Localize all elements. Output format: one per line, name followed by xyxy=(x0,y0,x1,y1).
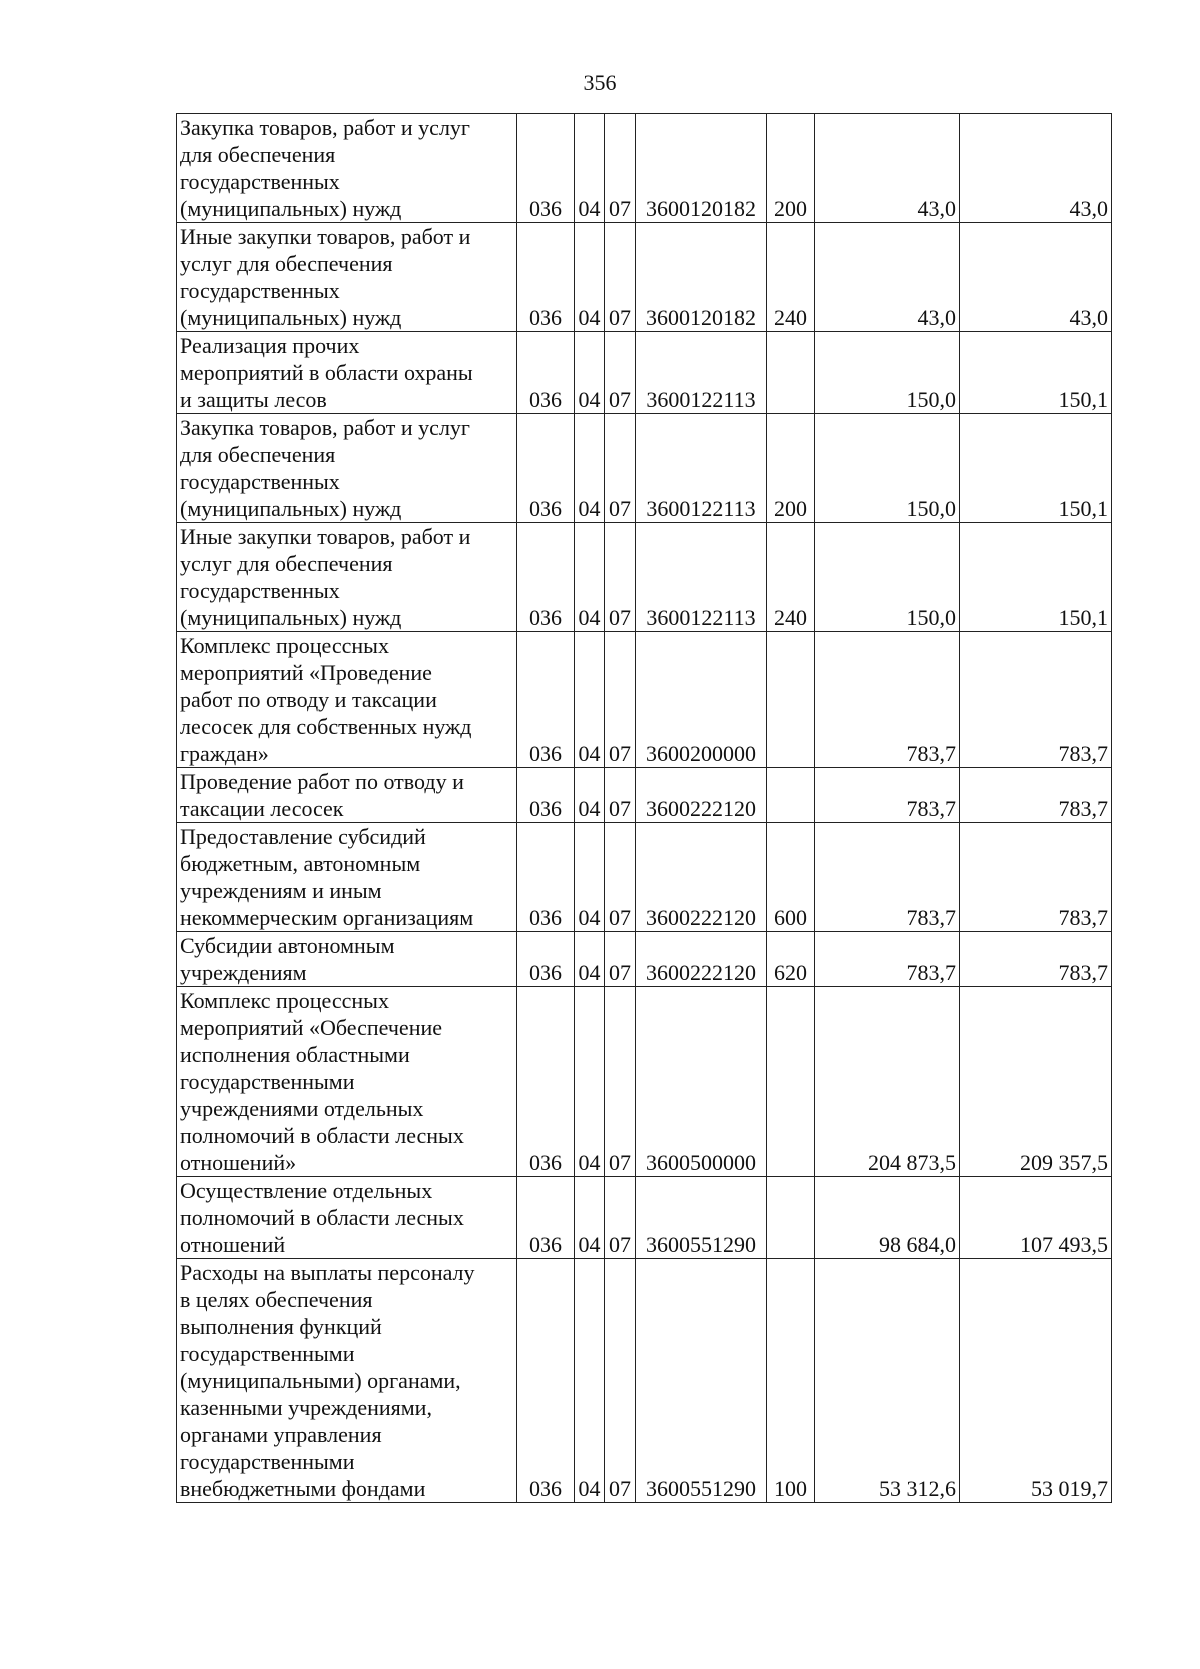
subsection-code: 07 xyxy=(605,823,636,932)
ministry-code: 036 xyxy=(517,414,575,523)
amount-year-2: 783,7 xyxy=(960,768,1112,823)
subsection-code: 07 xyxy=(605,1259,636,1503)
amount-year-2: 53 019,7 xyxy=(960,1259,1112,1503)
row-name: Проведение работ по отводу и таксации лесосек xyxy=(177,768,517,823)
section-code: 04 xyxy=(575,223,605,332)
amount-year-1: 783,7 xyxy=(815,932,960,987)
section-code: 04 xyxy=(575,114,605,223)
amount-year-1: 150,0 xyxy=(815,523,960,632)
row-name: Закупка товаров, работ и услуг для обеспечения государственных (муниципальных) нужд xyxy=(177,114,517,223)
target-article-code: 3600500000 xyxy=(636,987,767,1177)
row-name: Иные закупки товаров, работ и услуг для обеспечения государственных (муниципальных) нужд xyxy=(177,523,517,632)
target-article-code: 3600222120 xyxy=(636,932,767,987)
subsection-code: 07 xyxy=(605,768,636,823)
row-name: Закупка товаров, работ и услуг для обеспечения государственных (муниципальных) нужд xyxy=(177,414,517,523)
amount-year-1: 53 312,6 xyxy=(815,1259,960,1503)
amount-year-1: 204 873,5 xyxy=(815,987,960,1177)
expense-type-code: 240 xyxy=(767,523,815,632)
target-article-code: 3600551290 xyxy=(636,1259,767,1503)
table-row xyxy=(177,332,1112,414)
table-row xyxy=(177,414,1112,523)
ministry-code: 036 xyxy=(517,223,575,332)
amount-year-2: 43,0 xyxy=(960,114,1112,223)
amount-year-2: 107 493,5 xyxy=(960,1177,1112,1259)
amount-year-2: 150,1 xyxy=(960,414,1112,523)
subsection-code: 07 xyxy=(605,523,636,632)
expense-type-code xyxy=(767,768,815,823)
target-article-code: 3600200000 xyxy=(636,632,767,768)
subsection-code: 07 xyxy=(605,223,636,332)
ministry-code: 036 xyxy=(517,768,575,823)
row-name: Расходы на выплаты персоналу в целях обеспечения выполнения функций государственными (муниципальными) органами, казенными учреждениями, органами управления государственными внебюджетными фондами xyxy=(177,1259,517,1503)
table-row xyxy=(177,768,1112,823)
ministry-code: 036 xyxy=(517,1177,575,1259)
amount-year-2: 209 357,5 xyxy=(960,987,1112,1177)
amount-year-2: 43,0 xyxy=(960,223,1112,332)
row-name: Предоставление субсидий бюджетным, автономным учреждениям и иным некоммерческим организациям xyxy=(177,823,517,932)
section-code: 04 xyxy=(575,414,605,523)
table-row xyxy=(177,523,1112,632)
expense-type-code xyxy=(767,1177,815,1259)
section-code: 04 xyxy=(575,932,605,987)
expense-type-code: 200 xyxy=(767,414,815,523)
subsection-code: 07 xyxy=(605,632,636,768)
subsection-code: 07 xyxy=(605,414,636,523)
row-name: Реализация прочих мероприятий в области охраны и защиты лесов xyxy=(177,332,517,414)
table-row xyxy=(177,987,1112,1177)
subsection-code: 07 xyxy=(605,332,636,414)
section-code: 04 xyxy=(575,1259,605,1503)
expense-type-code: 240 xyxy=(767,223,815,332)
subsection-code: 07 xyxy=(605,114,636,223)
row-name: Осуществление отдельных полномочий в области лесных отношений xyxy=(177,1177,517,1259)
target-article-code: 3600222120 xyxy=(636,768,767,823)
amount-year-1: 98 684,0 xyxy=(815,1177,960,1259)
subsection-code: 07 xyxy=(605,1177,636,1259)
amount-year-2: 783,7 xyxy=(960,932,1112,987)
table-row xyxy=(177,1259,1112,1503)
table-row xyxy=(177,1177,1112,1259)
target-article-code: 3600122113 xyxy=(636,414,767,523)
ministry-code: 036 xyxy=(517,114,575,223)
target-article-code: 3600122113 xyxy=(636,332,767,414)
page-number: 356 xyxy=(583,70,617,95)
expense-type-code: 600 xyxy=(767,823,815,932)
section-code: 04 xyxy=(575,768,605,823)
ministry-code: 036 xyxy=(517,332,575,414)
amount-year-2: 783,7 xyxy=(960,823,1112,932)
table-row xyxy=(177,823,1112,932)
amount-year-2: 150,1 xyxy=(960,523,1112,632)
amount-year-1: 783,7 xyxy=(815,632,960,768)
ministry-code: 036 xyxy=(517,823,575,932)
expense-type-code xyxy=(767,632,815,768)
amount-year-1: 783,7 xyxy=(815,768,960,823)
table-row xyxy=(177,223,1112,332)
ministry-code: 036 xyxy=(517,932,575,987)
amount-year-1: 783,7 xyxy=(815,823,960,932)
section-code: 04 xyxy=(575,987,605,1177)
section-code: 04 xyxy=(575,523,605,632)
row-name: Субсидии автономным учреждениям xyxy=(177,932,517,987)
amount-year-1: 43,0 xyxy=(815,114,960,223)
section-code: 04 xyxy=(575,632,605,768)
amount-year-1: 43,0 xyxy=(815,223,960,332)
ministry-code: 036 xyxy=(517,523,575,632)
section-code: 04 xyxy=(575,823,605,932)
ministry-code: 036 xyxy=(517,1259,575,1503)
table-row xyxy=(177,632,1112,768)
budget-table-body xyxy=(177,114,1112,1503)
subsection-code: 07 xyxy=(605,987,636,1177)
ministry-code: 036 xyxy=(517,632,575,768)
expense-type-code: 620 xyxy=(767,932,815,987)
amount-year-2: 783,7 xyxy=(960,632,1112,768)
row-name: Комплекс процессных мероприятий «Проведение работ по отводу и таксации лесосек для собственных нужд граждан» xyxy=(177,632,517,768)
target-article-code: 3600222120 xyxy=(636,823,767,932)
amount-year-1: 150,0 xyxy=(815,332,960,414)
section-code: 04 xyxy=(575,1177,605,1259)
row-name: Комплекс процессных мероприятий «Обеспечение исполнения областными государственными учреждениями отдельных полномочий в области лесных отношений» xyxy=(177,987,517,1177)
amount-year-1: 150,0 xyxy=(815,414,960,523)
target-article-code: 3600120182 xyxy=(636,223,767,332)
ministry-code: 036 xyxy=(517,987,575,1177)
target-article-code: 3600120182 xyxy=(636,114,767,223)
subsection-code: 07 xyxy=(605,932,636,987)
budget-table xyxy=(176,113,1112,1503)
expense-type-code: 100 xyxy=(767,1259,815,1503)
amount-year-2: 150,1 xyxy=(960,332,1112,414)
expense-type-code xyxy=(767,987,815,1177)
table-row xyxy=(177,932,1112,987)
expense-type-code: 200 xyxy=(767,114,815,223)
expense-type-code xyxy=(767,332,815,414)
section-code: 04 xyxy=(575,332,605,414)
target-article-code: 3600122113 xyxy=(636,523,767,632)
target-article-code: 3600551290 xyxy=(636,1177,767,1259)
table-row xyxy=(177,114,1112,223)
row-name: Иные закупки товаров, работ и услуг для обеспечения государственных (муниципальных) нужд xyxy=(177,223,517,332)
